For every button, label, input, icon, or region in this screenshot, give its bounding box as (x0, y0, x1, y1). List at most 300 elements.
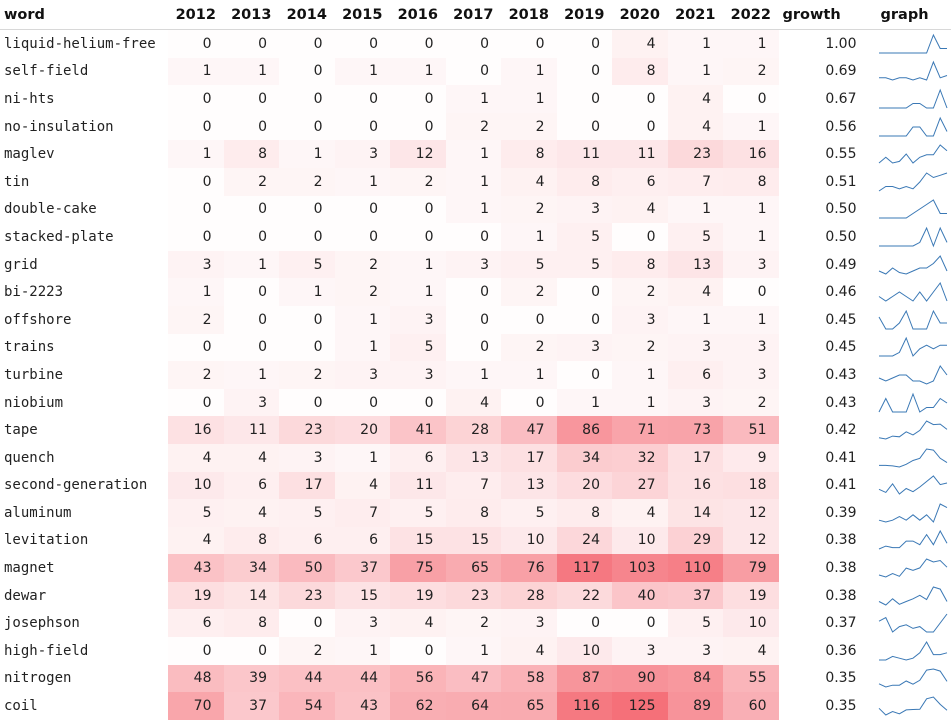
count-cell-2021: 4 (668, 113, 724, 141)
sparkline-line (879, 531, 947, 549)
count-cell-2017: 1 (446, 637, 502, 665)
count-cell-2021: 89 (668, 692, 724, 720)
count-cell-2018: 2 (501, 196, 557, 224)
sparkline-cell (871, 196, 951, 224)
sparkline-chart (877, 667, 949, 689)
sparkline-chart (877, 392, 949, 414)
count-cell-2020: 0 (646, 615, 656, 632)
sparkline-cell (871, 554, 951, 582)
count-cell-2014: 0 (313, 339, 323, 356)
count-cell-2017: 65 (446, 554, 502, 582)
count-cell-2014: 6 (279, 527, 335, 555)
count-cell-2012: 0 (202, 118, 212, 135)
word-cell: tape (4, 422, 38, 439)
count-cell-2013: 0 (258, 35, 267, 52)
count-cell-2017: 2 (446, 609, 502, 637)
sparkline-chart (877, 116, 949, 138)
count-cell-2015: 0 (369, 90, 378, 107)
sparkline-line (879, 35, 947, 53)
count-cell-2013: 4 (224, 444, 280, 472)
count-cell-2018: 0 (535, 394, 545, 411)
count-cell-2014: 0 (313, 118, 323, 135)
table-row[interactable] (0, 389, 951, 417)
growth-cell: 0.37 (825, 615, 857, 632)
count-cell-2018: 5 (501, 499, 557, 527)
count-cell-2022: 4 (723, 637, 779, 665)
sparkline-cell (871, 361, 951, 389)
count-cell-2012: 4 (168, 444, 224, 472)
count-cell-2017: 0 (480, 311, 489, 328)
count-cell-2014: 54 (279, 692, 335, 720)
sparkline-line (879, 642, 947, 660)
count-cell-2021: 73 (668, 416, 724, 444)
count-cell-2017: 1 (446, 85, 502, 113)
count-cell-2015: 15 (335, 582, 391, 610)
growth-cell: 0.35 (825, 670, 857, 687)
header-year-2019[interactable]: 2019 (557, 0, 613, 30)
count-cell-2020: 71 (612, 416, 668, 444)
count-cell-2022: 19 (723, 582, 779, 610)
count-cell-2022: 51 (723, 416, 779, 444)
count-cell-2020: 8 (612, 58, 668, 86)
count-cell-2012: 0 (202, 90, 212, 107)
word-cell: magnet (4, 560, 55, 577)
count-cell-2019: 5 (557, 251, 613, 279)
table-row[interactable] (0, 609, 951, 637)
count-cell-2022: 10 (723, 609, 779, 637)
sparkline-cell (871, 140, 951, 168)
count-cell-2014: 5 (279, 251, 335, 279)
count-cell-2015: 3 (335, 140, 391, 168)
table-row[interactable] (0, 168, 951, 196)
count-cell-2022: 0 (757, 90, 767, 107)
sparkline-cell (871, 665, 951, 693)
count-cell-2016: 0 (424, 642, 434, 659)
count-cell-2014: 23 (279, 416, 335, 444)
count-cell-2013: 1 (224, 251, 280, 279)
table-header (0, 0, 951, 30)
table-row[interactable] (0, 416, 951, 444)
count-cell-2015: 7 (335, 499, 391, 527)
count-cell-2022: 12 (723, 499, 779, 527)
count-cell-2015: 6 (335, 527, 391, 555)
table-row[interactable] (0, 278, 951, 306)
sparkline-chart (877, 198, 949, 220)
count-cell-2022: 9 (723, 444, 779, 472)
sparkline-cell (871, 306, 951, 334)
table-row[interactable] (0, 472, 951, 500)
count-cell-2013: 11 (224, 416, 280, 444)
sparkline-chart (877, 419, 949, 441)
count-cell-2020: 6 (612, 168, 668, 196)
count-cell-2022: 1 (723, 196, 779, 224)
count-cell-2020: 4 (612, 499, 668, 527)
count-cell-2016: 12 (390, 140, 446, 168)
count-cell-2022: 3 (723, 251, 779, 279)
count-cell-2020: 125 (612, 692, 668, 720)
count-cell-2014: 2 (279, 637, 335, 665)
header-year-2017[interactable]: 2017 (446, 0, 502, 30)
count-cell-2016: 2 (390, 168, 446, 196)
count-cell-2018: 76 (501, 554, 557, 582)
count-cell-2015: 43 (335, 692, 391, 720)
count-cell-2016: 3 (390, 306, 446, 334)
count-cell-2015: 1 (335, 306, 391, 334)
count-cell-2017: 2 (446, 113, 502, 141)
count-cell-2021: 3 (668, 637, 724, 665)
growth-cell: 1.00 (825, 35, 857, 52)
count-cell-2012: 5 (168, 499, 224, 527)
count-cell-2020: 40 (612, 582, 668, 610)
growth-cell: 0.36 (825, 642, 857, 659)
sparkline-cell (871, 416, 951, 444)
sparkline-cell (871, 30, 951, 58)
word-cell: high-field (4, 642, 89, 659)
count-cell-2017: 23 (446, 582, 502, 610)
count-cell-2015: 20 (335, 416, 391, 444)
word-cell: coil (4, 698, 38, 715)
count-cell-2014: 0 (313, 311, 323, 328)
sparkline-line (879, 697, 947, 715)
count-cell-2019: 8 (557, 499, 613, 527)
table-row[interactable] (0, 140, 951, 168)
table-row[interactable] (0, 554, 951, 582)
sparkline-chart (877, 281, 949, 303)
count-cell-2021: 6 (668, 361, 724, 389)
count-cell-2013: 0 (258, 339, 267, 356)
count-cell-2017: 8 (446, 499, 502, 527)
count-cell-2015: 0 (369, 201, 378, 218)
count-cell-2017: 4 (446, 389, 502, 417)
count-cell-2018: 0 (535, 35, 545, 52)
count-cell-2017: 47 (446, 665, 502, 693)
count-cell-2016: 0 (424, 35, 434, 52)
count-cell-2013: 3 (224, 389, 280, 417)
count-cell-2015: 1 (335, 444, 391, 472)
count-cell-2022: 2 (723, 389, 779, 417)
count-cell-2021: 3 (668, 334, 724, 362)
sparkline-line (879, 449, 947, 467)
count-cell-2021: 13 (668, 251, 724, 279)
count-cell-2019: 3 (557, 334, 613, 362)
sparkline-cell (871, 251, 951, 279)
count-cell-2016: 15 (390, 527, 446, 555)
growth-cell: 0.35 (825, 698, 857, 715)
count-cell-2020: 2 (612, 278, 668, 306)
count-cell-2021: 4 (668, 85, 724, 113)
sparkline-line (879, 118, 947, 136)
count-cell-2019: 0 (591, 615, 600, 632)
word-cell: dewar (4, 587, 47, 604)
count-cell-2021: 110 (668, 554, 724, 582)
header-word[interactable]: word (0, 0, 168, 30)
count-cell-2020: 8 (612, 251, 668, 279)
count-cell-2019: 22 (557, 582, 613, 610)
table-row[interactable] (0, 196, 951, 224)
count-cell-2012: 16 (168, 416, 224, 444)
sparkline-chart (877, 474, 949, 496)
header-year-2013[interactable]: 2013 (224, 0, 280, 30)
sparkline-chart (877, 640, 949, 662)
sparkline-line (879, 338, 947, 356)
count-cell-2017: 64 (446, 692, 502, 720)
sparkline-line (879, 90, 947, 108)
count-cell-2018: 2 (501, 113, 557, 141)
table-row[interactable] (0, 113, 951, 141)
count-cell-2016: 0 (424, 90, 434, 107)
count-cell-2019: 20 (557, 472, 613, 500)
header-year-2015[interactable]: 2015 (335, 0, 391, 30)
sparkline-line (879, 476, 947, 494)
count-cell-2019: 0 (591, 90, 600, 107)
count-cell-2013: 8 (224, 609, 280, 637)
count-cell-2014: 3 (279, 444, 335, 472)
table-row[interactable] (0, 499, 951, 527)
growth-cell: 0.41 (825, 477, 857, 494)
count-cell-2019: 0 (591, 118, 600, 135)
count-cell-2018: 5 (501, 251, 557, 279)
count-cell-2019: 5 (557, 223, 613, 251)
count-cell-2015: 3 (335, 361, 391, 389)
count-cell-2020: 1 (612, 361, 668, 389)
count-cell-2017: 0 (480, 228, 489, 245)
count-cell-2017: 1 (446, 196, 502, 224)
growth-cell: 0.51 (825, 173, 857, 190)
count-cell-2021: 29 (668, 527, 724, 555)
word-cell: maglev (4, 146, 55, 163)
count-cell-2021: 1 (668, 306, 724, 334)
count-cell-2012: 43 (168, 554, 224, 582)
growth-cell: 0.69 (825, 63, 857, 80)
count-cell-2021: 23 (668, 140, 724, 168)
table-row[interactable] (0, 85, 951, 113)
table-row[interactable] (0, 361, 951, 389)
count-cell-2020: 0 (646, 90, 656, 107)
sparkline-cell (871, 278, 951, 306)
word-cell: aluminum (4, 504, 72, 521)
sparkline-chart (877, 336, 949, 358)
count-cell-2012: 0 (202, 173, 212, 190)
sparkline-line (879, 145, 947, 163)
count-cell-2014: 1 (279, 278, 335, 306)
count-cell-2018: 65 (501, 692, 557, 720)
count-cell-2019: 87 (557, 665, 613, 693)
count-cell-2015: 0 (369, 394, 378, 411)
growth-cell: 0.67 (825, 90, 857, 107)
table-row[interactable] (0, 58, 951, 86)
count-cell-2013: 8 (224, 140, 280, 168)
count-cell-2022: 0 (757, 284, 767, 301)
count-cell-2018: 13 (501, 472, 557, 500)
growth-cell: 0.43 (825, 366, 857, 383)
table-body (0, 30, 951, 720)
count-cell-2016: 62 (390, 692, 446, 720)
header-row (0, 0, 951, 30)
header-year-2020[interactable]: 2020 (612, 0, 668, 30)
count-cell-2019: 0 (591, 35, 600, 52)
count-cell-2020: 3 (612, 306, 668, 334)
sparkline-chart (877, 585, 949, 607)
count-cell-2022: 12 (723, 527, 779, 555)
count-cell-2019: 0 (591, 63, 600, 80)
count-cell-2018: 1 (501, 223, 557, 251)
word-cell: liquid-helium-free (4, 35, 156, 52)
count-cell-2018: 2 (501, 278, 557, 306)
sparkline-chart (877, 60, 949, 82)
sparkline-line (879, 200, 947, 218)
count-cell-2014: 0 (313, 394, 323, 411)
count-cell-2012: 2 (168, 361, 224, 389)
table-row[interactable] (0, 527, 951, 555)
count-cell-2016: 0 (424, 118, 434, 135)
count-cell-2017: 7 (446, 472, 502, 500)
count-cell-2020: 90 (612, 665, 668, 693)
count-cell-2012: 10 (168, 472, 224, 500)
count-cell-2021: 84 (668, 665, 724, 693)
count-cell-2018: 1 (501, 85, 557, 113)
count-cell-2019: 1 (557, 389, 613, 417)
count-cell-2021: 37 (668, 582, 724, 610)
count-cell-2022: 79 (723, 554, 779, 582)
count-cell-2012: 0 (202, 642, 212, 659)
header-year-2012[interactable]: 2012 (168, 0, 224, 30)
count-cell-2012: 6 (168, 609, 224, 637)
count-cell-2012: 2 (168, 306, 224, 334)
count-cell-2013: 1 (224, 58, 280, 86)
count-cell-2015: 37 (335, 554, 391, 582)
sparkline-chart (877, 364, 949, 386)
count-cell-2017: 0 (480, 63, 489, 80)
word-cell: no-insulation (4, 118, 114, 135)
count-cell-2018: 58 (501, 665, 557, 693)
count-cell-2022: 3 (723, 334, 779, 362)
header-year-2022[interactable]: 2022 (723, 0, 779, 30)
sparkline-line (879, 614, 947, 632)
count-cell-2019: 11 (557, 140, 613, 168)
count-cell-2014: 0 (313, 615, 323, 632)
count-cell-2018: 1 (501, 361, 557, 389)
count-cell-2016: 0 (424, 394, 434, 411)
count-cell-2018: 17 (501, 444, 557, 472)
count-cell-2019: 117 (557, 554, 613, 582)
count-cell-2013: 14 (224, 582, 280, 610)
count-cell-2012: 4 (168, 527, 224, 555)
count-cell-2021: 1 (668, 196, 724, 224)
count-cell-2017: 15 (446, 527, 502, 555)
count-cell-2016: 6 (390, 444, 446, 472)
count-cell-2022: 3 (723, 361, 779, 389)
table-row[interactable] (0, 444, 951, 472)
table-row[interactable] (0, 306, 951, 334)
sparkline-line (879, 311, 947, 329)
word-cell: josephson (4, 615, 80, 632)
table-row[interactable] (0, 251, 951, 279)
table-row[interactable] (0, 582, 951, 610)
count-cell-2015: 4 (335, 472, 391, 500)
count-cell-2014: 0 (313, 201, 323, 218)
table-row[interactable] (0, 665, 951, 693)
count-cell-2014: 0 (313, 228, 323, 245)
count-cell-2013: 2 (224, 168, 280, 196)
header-year-2014[interactable]: 2014 (279, 0, 335, 30)
count-cell-2016: 1 (390, 278, 446, 306)
sparkline-chart (877, 695, 949, 717)
count-cell-2013: 0 (258, 201, 267, 218)
count-cell-2021: 3 (668, 389, 724, 417)
count-cell-2019: 24 (557, 527, 613, 555)
header-year-2021[interactable]: 2021 (668, 0, 724, 30)
count-cell-2019: 0 (591, 311, 600, 328)
count-cell-2016: 56 (390, 665, 446, 693)
count-cell-2013: 0 (258, 311, 267, 328)
header-growth[interactable]: growth (779, 0, 871, 30)
table-row[interactable] (0, 692, 951, 720)
growth-cell: 0.38 (825, 560, 857, 577)
count-cell-2014: 0 (313, 63, 323, 80)
count-cell-2016: 75 (390, 554, 446, 582)
header-year-2018[interactable]: 2018 (501, 0, 557, 30)
count-cell-2020: 4 (612, 196, 668, 224)
count-cell-2021: 14 (668, 499, 724, 527)
count-cell-2014: 17 (279, 472, 335, 500)
count-cell-2022: 16 (723, 140, 779, 168)
sparkline-cell (871, 637, 951, 665)
count-cell-2013: 6 (224, 472, 280, 500)
count-cell-2014: 0 (313, 90, 323, 107)
count-cell-2020: 2 (612, 334, 668, 362)
sparkline-chart (877, 557, 949, 579)
sparkline-line (879, 669, 947, 687)
count-cell-2014: 44 (279, 665, 335, 693)
sparkline-chart (877, 226, 949, 248)
count-cell-2017: 1 (446, 140, 502, 168)
count-cell-2022: 1 (723, 306, 779, 334)
sparkline-line (879, 283, 947, 301)
word-cell: trains (4, 339, 55, 356)
sparkline-chart (877, 529, 949, 551)
count-cell-2021: 1 (668, 30, 724, 58)
header-year-2016[interactable]: 2016 (390, 0, 446, 30)
word-cell: bi-2223 (4, 284, 64, 301)
growth-cell: 0.38 (825, 587, 857, 604)
growth-cell: 0.38 (825, 532, 857, 549)
count-cell-2020: 32 (612, 444, 668, 472)
count-cell-2022: 1 (723, 30, 779, 58)
table-row[interactable] (0, 334, 951, 362)
count-cell-2021: 17 (668, 444, 724, 472)
sparkline-line (879, 559, 947, 577)
growth-cell: 0.55 (825, 146, 857, 163)
count-cell-2021: 5 (668, 223, 724, 251)
sparkline-cell (871, 168, 951, 196)
sparkline-line (879, 173, 947, 191)
count-cell-2019: 0 (591, 366, 600, 383)
sparkline-cell (871, 223, 951, 251)
growth-cell: 0.45 (825, 311, 857, 328)
count-cell-2021: 4 (668, 278, 724, 306)
word-cell: quench (4, 449, 55, 466)
count-cell-2019: 116 (557, 692, 613, 720)
table-row[interactable] (0, 637, 951, 665)
count-cell-2015: 1 (335, 637, 391, 665)
growth-cell: 0.56 (825, 118, 857, 135)
count-cell-2020: 3 (612, 637, 668, 665)
table-row[interactable] (0, 223, 951, 251)
count-cell-2017: 13 (446, 444, 502, 472)
count-cell-2016: 5 (390, 334, 446, 362)
count-cell-2020: 4 (612, 30, 668, 58)
table-row[interactable] (0, 30, 951, 58)
